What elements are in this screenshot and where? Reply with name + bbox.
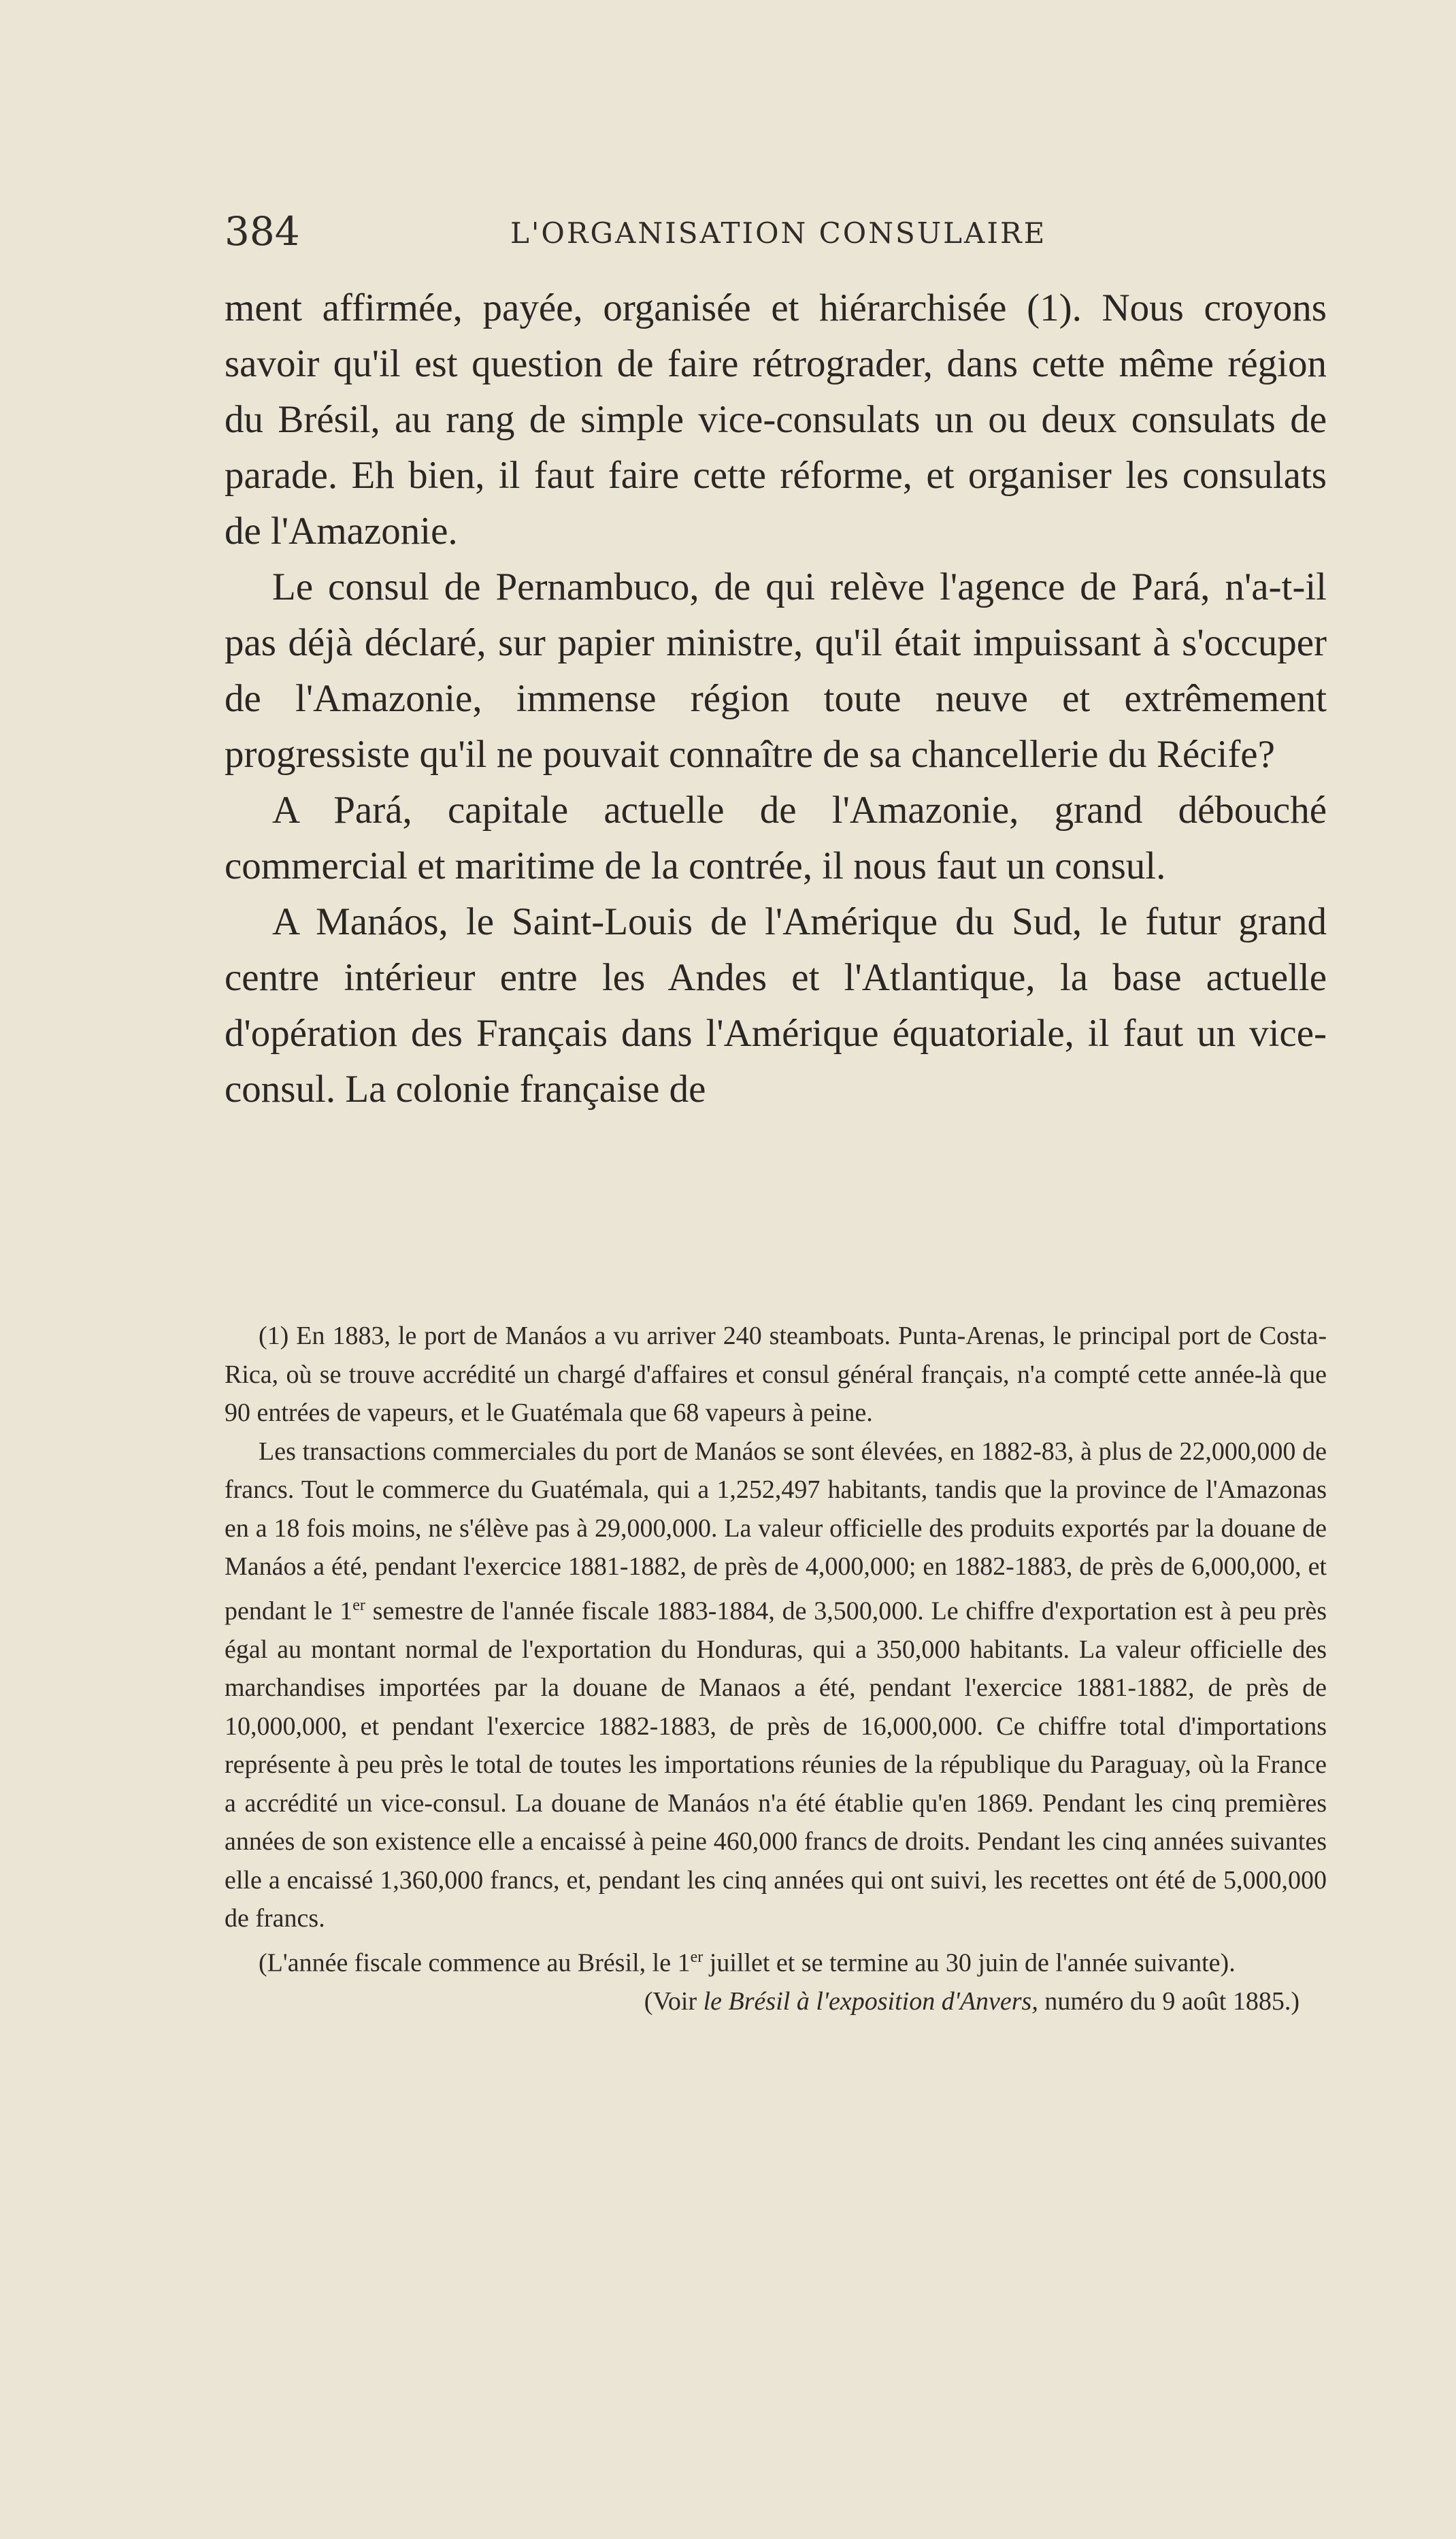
footnote-source — [225, 1982, 1327, 2021]
running-title: L'ORGANISATION CONSULAIRE — [510, 216, 1047, 250]
main-text — [225, 280, 1327, 1117]
paragraph-2: Le consul de Pernambuco, de qui relève l'agence de Pará, n'a-t-il pas déjà déclaré, sur papier ministre, qu'il était impuissant à s'occuper de l'Amazonie, immense région toute neuve et extrêmement progressiste qu'il ne pouvait connaître de sa chancellerie du Récife? — [225, 566, 1327, 776]
source-prefix: (Voir — [644, 1986, 704, 2016]
source-suffix: numéro du 9 août 1885.) — [1038, 1986, 1300, 2016]
paragraph-4: A Manáos, le Saint-Louis de l'Amérique du Sud, le futur grand centre intérieur entre les Andes et l'Atlantique, la base actuelle d'opération des Français dans l'Amérique équatoriale, il faut un vice-consul. La colonie française de — [225, 900, 1327, 1111]
footnote-3-part-b: juillet et se termine au 30 juin de l'année suivante). — [703, 1948, 1236, 1978]
paragraph-1: ment affirmée, payée, organisée et hiérarchisée (1). Nous croyons savoir qu'il est question de faire rétrograder, dans cette même région du Brésil, au rang de simple vice-consulats un ou deux consulats de parade. Eh bien, il faut faire cette réforme, et organiser les consulats de l'Amazonie. — [225, 286, 1327, 553]
footnote-3 — [225, 1938, 1327, 1982]
footnote-2-part-a: Les transactions commerciales du port de Manáos se sont élevées, en 1882-83, à plus de 22,000,000 de francs. Tout le commerce du Guatémala, qui a 1,252,497 habitants, tandis que la province de l'Amazonas en a 18 fois moins, ne s'élève pas à 29,000,000. La valeur officielle des produits exportés par la douane de Manáos a été, pendant l'exercice 1881-1882, de près de 4,000,000; en 1882-1883, de près de 6,000,000, et pendant le 1 — [225, 1437, 1327, 1626]
source-title: le Brésil à l'exposition d'Anvers, — [703, 1986, 1038, 2016]
footnote-2-part-b: semestre de l'année fiscale 1883-1884, de 3,500,000. Le chiffre d'exportation est à peu près égal au montant normal de l'exportation du Honduras, qui a 350,000 habitants. La valeur officielle des marchandises importées par la douane de Manaos a été, pendant l'exercice 1881-1882, de près de 10,000,000, et pendant l'exercice 1882-1883, de près de 16,000,000. Ce chiffre total d'importations représente à peu près le total de toutes les importations réunies de la république du Paraguay, où la France a accrédité un vice-consul. La douane de Manáos n'a été établie qu'en 1869. Pendant les cinq premières années de son existence elle a encaissé à peine 460,000 francs de droits. Pendant les cinq années suivantes elle a encaissé 1,360,000 francs, et, pendant les cinq années qui ont suivi, les recettes ont été de 5,000,000 de francs. — [225, 1596, 1327, 1933]
footnotes — [225, 1317, 1327, 2020]
page-number: 384 — [225, 208, 300, 255]
footnote-2-superscript: er — [352, 1596, 365, 1614]
footnote-2 — [225, 1432, 1327, 1938]
paragraph-3: A Pará, capitale actuelle de l'Amazonie, grand débouché commercial et maritime de la contrée, il nous faut un consul. — [225, 789, 1327, 887]
page-header — [225, 204, 1327, 259]
footnote-3-part-a: (L'année fiscale commence au Brésil, le 1 — [259, 1948, 691, 1978]
footnote-3-superscript: er — [690, 1948, 704, 1966]
footnote-1: (1) En 1883, le port de Manáos a vu arriver 240 steamboats. Punta-Arenas, le principal port de Costa-Rica, où se trouve accrédité un chargé d'affaires et consul général français, n'a compté cette année-là que 90 entrées de vapeurs, et le Guatémala que 68 vapeurs à peine. — [225, 1322, 1327, 1427]
